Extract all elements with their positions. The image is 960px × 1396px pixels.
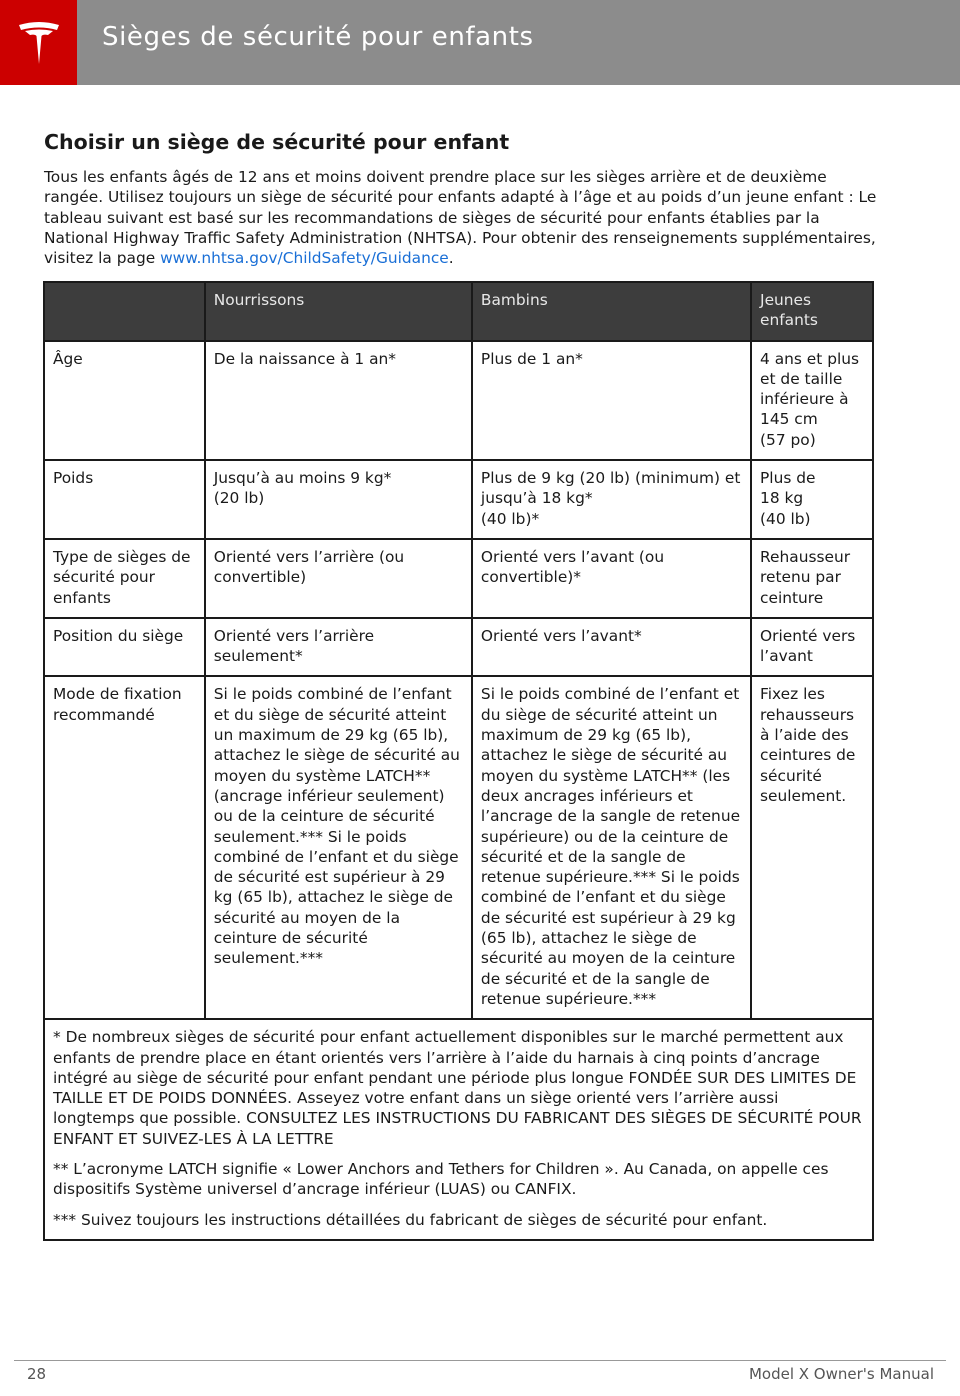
cell-infants: Si le poids combiné de l’enfant et du siège de sécurité atteint un maximum de 29 kg (65 lb), attachez le siège de sécurité au moyen du système LATCH** (ancrage inférieur seulement) ou de la ceinture de sécurité seulement.*** Si le poids combiné de l’enfant et du siège de sécurité est supérieur à 29 kg (65 lb), attachez le siège de sécurité au moyen de la ceinture de sécurité seulement.*** [205, 676, 472, 1019]
table-row-seat-position [44, 618, 873, 677]
cell-children: 4 ans et plus et de taille inférieure à 145 cm (57 po) [751, 341, 873, 460]
row-label: Mode de fixation recommandé [44, 676, 205, 1019]
note-single-star: * De nombreux sièges de sécurité pour enfant actuellement disponibles sur le marché permettent aux enfants de prendre place en étant orientés vers l’arrière à l’aide du harnais à cinq points d’ancrage intégré au siège de sécurité pour enfant pendant une période plus longue FONDÉE SUR DES LIMITES DE TAILLE ET DE POIDS DONNÉES. Asseyez votre enfant dans un siège orienté vers l’arrière aussi longtemps que possible. CONSULTEZ LES INSTRUCTIONS DU FABRICANT DES SIÈGES DE SÉCURITÉ POUR ENFANT ET SUIVEZ-LES À LA LETTRE [53, 1028, 862, 1148]
cell-infants: Jusqu’à au moins 9 kg* (20 lb) [205, 460, 472, 539]
row-label: Âge [44, 341, 205, 460]
tesla-logo-box [0, 0, 77, 85]
note-triple-star: *** Suivez toujours les instructions détaillées du fabricant de sièges de sécurité pour enfant. [53, 1210, 768, 1229]
section-title: Choisir un siège de sécurité pour enfant [44, 130, 510, 154]
cell-toddlers: Plus de 9 kg (20 lb) (minimum) et jusqu’à 18 kg* (40 lb)* [472, 460, 751, 539]
table-row-seat-type [44, 539, 873, 618]
cell-toddlers: Orienté vers l’avant* [472, 618, 751, 677]
header-cell-infants: Nourrissons [205, 282, 472, 341]
intro-end: . [448, 249, 454, 268]
note-double-star: ** L’acronyme LATCH signifie « Lower Anchors and Tethers for Children ». Au Canada, on appelle ces dispositifs Système universel d’ancrage inférieur (LUAS) ou CANFIX. [53, 1159, 829, 1199]
table-row-attachment [44, 676, 873, 1019]
page-number: 28 [27, 1365, 47, 1383]
cell-children: Orienté vers l’avant [751, 618, 873, 677]
header-cell-toddlers: Bambins [472, 282, 751, 341]
cell-children: Fixez les rehausseurs à l’aide des ceintures de sécurité seulement. [751, 676, 873, 1019]
cell-infants: Orienté vers l’arrière seulement* [205, 618, 472, 677]
intro-text: Tous les enfants âgés de 12 ans et moins doivent prendre place sur les sièges arrière et de deuxième rangée. Utilisez toujours un siège de sécurité pour enfants adapté à l’âge et au poids d’un jeune enfant : Le tableau suivant est basé sur les recommandations de sièges de sécurité pour enfants établies par la National Highway Traffic Safety Administration (NHTSA). Pour obtenir des renseignements supplémentaires, visitez la page [44, 168, 877, 268]
table-row-age [44, 341, 873, 460]
header-title: Sièges de sécurité pour enfants [102, 22, 534, 52]
cell-children: Rehausseur retenu par ceinture [751, 539, 873, 618]
row-label: Type de sièges de sécurité pour enfants [44, 539, 205, 618]
header-cell-empty [44, 282, 205, 341]
child-seat-table [43, 281, 874, 1241]
cell-toddlers: Si le poids combiné de l’enfant et du siège de sécurité atteint un maximum de 29 kg (65 lb), attachez le siège de sécurité au moyen du système LATCH** (les deux ancrages inférieurs et l’ancrage de la sangle de retenue supérieure) ou de la ceinture de sécurité et de la sangle de retenue supérieure.*** Si le poids combiné de l’enfant et du siège de sécurité est supérieur à 29 kg (65 lb), attachez le siège de sécurité au moyen de la ceinture de sécurité et de la sangle de retenue supérieure.*** [472, 676, 751, 1019]
cell-toddlers: Plus de 1 an* [472, 341, 751, 460]
footer-divider [14, 1360, 946, 1361]
notes-cell [44, 1019, 873, 1240]
row-label: Position du siège [44, 618, 205, 677]
cell-infants: Orienté vers l’arrière (ou convertible) [205, 539, 472, 618]
table-row-weight [44, 460, 873, 539]
nhtsa-link[interactable]: www.nhtsa.gov/ChildSafety/Guidance [160, 249, 449, 268]
table-notes-row [44, 1019, 873, 1240]
cell-children: Plus de 18 kg (40 lb) [751, 460, 873, 539]
tesla-logo-icon [17, 20, 61, 66]
cell-infants: De la naissance à 1 an* [205, 341, 472, 460]
table-header-row [44, 282, 873, 341]
manual-name: Model X Owner's Manual [748, 1365, 934, 1383]
page-header [0, 0, 960, 85]
cell-toddlers: Orienté vers l’avant (ou convertible)* [472, 539, 751, 618]
intro-paragraph [44, 167, 879, 268]
row-label: Poids [44, 460, 205, 539]
header-cell-children: Jeunes enfants [751, 282, 873, 341]
